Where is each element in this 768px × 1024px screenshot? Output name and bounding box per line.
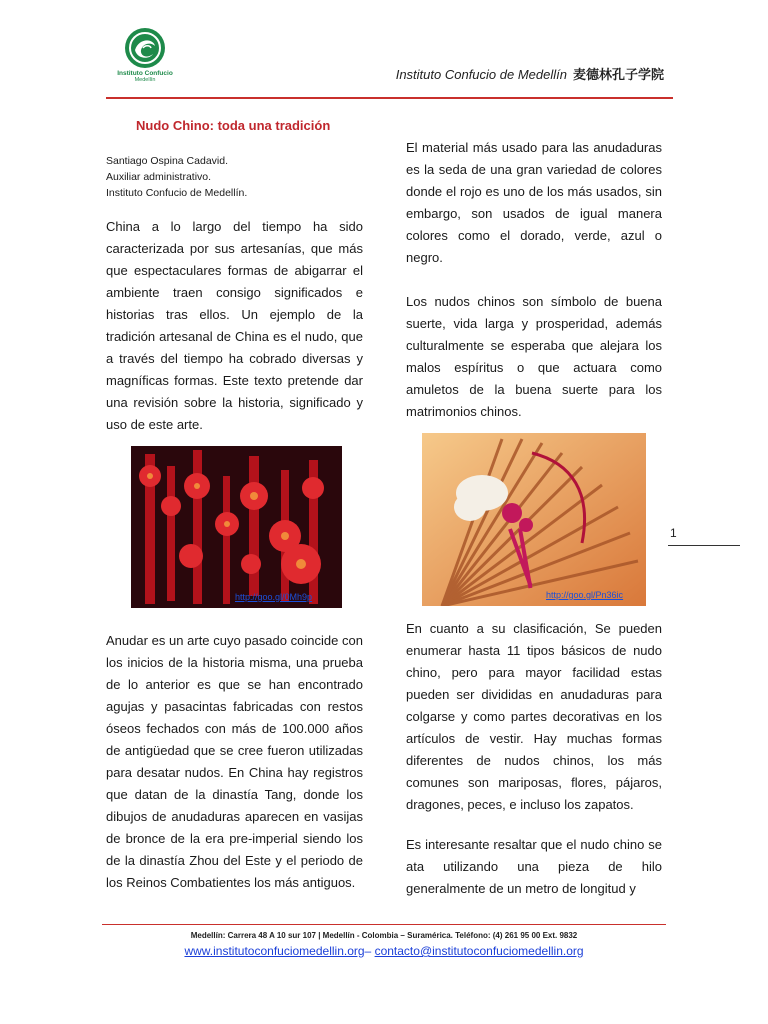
fan-with-knot-image (422, 433, 646, 606)
email-link[interactable]: contacto@institutoconfuciomedellin.org (374, 944, 584, 958)
header-divider (106, 97, 673, 99)
paragraph-history: Anudar es un arte cuyo pasado coincide con los inicios de la historia misma, una prueba de lo anterior es que se han encontrado agujas y pasacintas fabricadas con restos óseos fechados con más de 100.000 años de antigüedad que se cree fueron utilizadas para desatar nudos. En China hay registros que datan de la dinastía Tang, donde los dibujos de anudaduras aparecen en vasijas de bronce de la era pre-imperial siendo los de la dinastía Zhou del Este y el periodo de los Reinos Combatientes los más antiguos. (106, 633, 363, 890)
logo-name: Instituto Confucio (117, 70, 173, 77)
header-title-text: Instituto Confucio de Medellín (395, 67, 567, 82)
right-image-credit-link[interactable]: http://goo.gl/Pn36ic (546, 590, 624, 600)
footer-address: Medellín: Carrera 48 A 10 sur 107 | Medellín - Colombia – Suramérica. Teléfono: (4) 261 95 00 Ext. 9832 (190, 931, 578, 940)
header-title (396, 64, 664, 83)
right-paragraph-2-container (406, 291, 662, 423)
author-block (106, 153, 247, 201)
confucius-logo-icon (123, 26, 167, 70)
right-paragraph-4-container (406, 834, 662, 900)
logo-subtitle: Medellín (134, 77, 156, 83)
left-image-credit-link[interactable]: http://goo.gl/0Mh9p (235, 592, 313, 602)
paragraph-symbolism: Los nudos chinos son símbolo de buena suerte, vida larga y prosperidad, además culturalmente se esperaba que alejara los malos espíritus o que actuara como amuletos de la buena suerte para los matrimonios chinos. (406, 294, 662, 419)
page-number: 1 (670, 526, 677, 540)
author-institution: Instituto Confucio de Medellín. (106, 187, 248, 199)
fan-knot-photo (422, 433, 646, 606)
header-title-chinese: 麦德林孔子学院 (572, 67, 664, 82)
article-title: Nudo Chino: toda una tradición (136, 118, 331, 133)
website-link[interactable]: www.institutoconfuciomedellin.org (184, 944, 365, 958)
paragraph-classification: En cuanto a su clasificación, Se pueden enumerar hasta 11 tipos básicos de nudo chino, pero para mayor facilidad estas pueden ser divididas en anudaduras para colgarse y como partes decorativas en los artículos de vestir. Hay muchas formas diferentes de nudos chinos, los más comunes son mariposas, flores, pájaros, dragones, peces, e incluso los zapatos. (406, 621, 662, 812)
paragraph-materials: El material más usado para las anudaduras es la seda de una gran variedad de colores donde el rojo es uno de los más usados, sin embargo, son usados de igual manera colores como el dorado, verde, azul o negro. (406, 140, 662, 265)
footer-divider (102, 924, 666, 925)
left-paragraph-2-container (106, 630, 363, 894)
chinese-knots-photo (131, 446, 342, 608)
author-name: Santiago Ospina Cadavid. (106, 155, 228, 167)
author-role: Auxiliar administrativo. (106, 171, 212, 183)
page-number-rule (668, 545, 740, 546)
right-paragraph-3-container (406, 618, 662, 816)
footer-separator: – (364, 944, 372, 958)
paragraph-intro: China a lo largo del tiempo ha sido caracterizada por sus artesanías, que más que espectaculares formas de abigarrar el ambiente traen consigo significados e historias tras ellos. Un ejemplo de la tradición artesanal de China es el nudo, que a través del tiempo ha cobrado diversas y magníficas formas. Este texto pretende dar una revisión sobre la historia, significado y uso de este arte. (106, 219, 363, 432)
right-paragraph-1-container (406, 137, 662, 269)
institute-logo (112, 26, 178, 90)
footer-links (100, 944, 668, 958)
left-paragraph-1-container (106, 216, 363, 436)
paragraph-tying: Es interesante resaltar que el nudo chino se ata utilizando una pieza de hilo generalmente de un metro de longitud y (406, 837, 662, 896)
red-knots-image (131, 446, 342, 608)
